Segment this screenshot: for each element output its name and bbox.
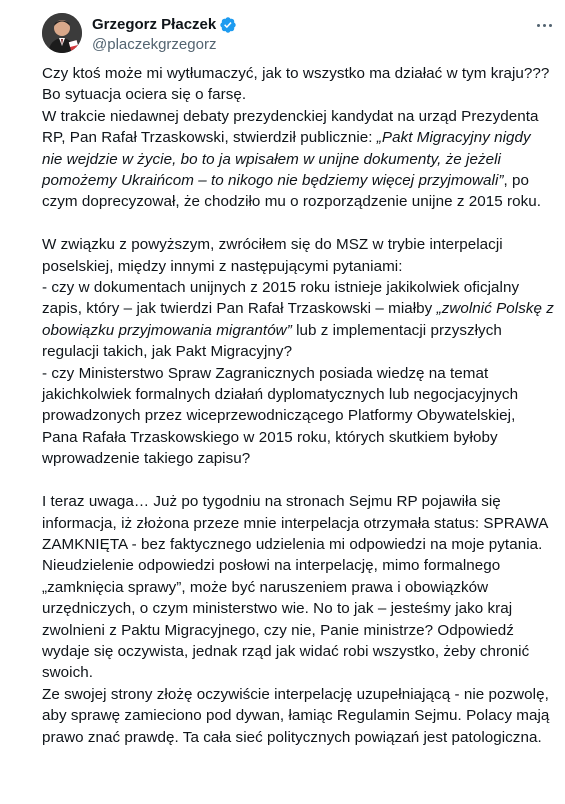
more-options-button[interactable] [532,15,556,35]
tweet-paragraph [42,684,554,748]
tweet-paragraph [42,277,554,363]
tweet-line: Ze swojej strony złożę oczywiście interpelację uzupełniającą - nie pozwolę, aby sprawę zamieciono pod dywan, łamiąc Regulamin Sejmu. Polacy mają prawo znać prawdę. Ta cała sieć politycznych powiązań jest patologiczna. [42,685,550,746]
tweet-paragraph [42,63,554,106]
tweet-line: I teraz uwaga… Już po tygodniu na stronach Sejmu RP pojawiła się informacja, iż złożona przeze mnie interpelacja otrzymała status: SPRAWA ZAMKNIĘTA - bez faktycznego udzielenia mi odpowiedzi na moje pytania. Nieudzielenie odpowiedzi posłowi na interpelację, mimo formalnego „zamknięcia sprawy”, może być naruszeniem prawa i obowiązków urzędniczych, o czym ministerstwo wie. No to jak – jesteśmy jako kraj zwolnieni z Paktu Migracyjnego, czy nie, Panie ministrze? Odpowiedź wydaje się oczywista, jednak rząd jak widać robi wszystko, żeby chronić swoich. [42,493,548,682]
more-dot [543,24,546,27]
more-horizontal-icon [537,24,540,27]
tweet-paragraph [42,363,554,470]
tweet-paragraph [42,234,554,277]
tweet-paragraph [42,491,554,684]
paragraph-gap [42,213,554,234]
tweet-line: - czy w dokumentach unijnych z 2015 roku istnieje jakikolwiek oficjalny zapis, który – jak twierdzi Pan Rafał Trzaskowski – miałby [42,279,520,318]
avatar[interactable] [42,13,82,53]
tweet-line: W trakcie niedawnej debaty prezydenckiej kandydat na urząd Prezydenta RP, Pan Rafał Trzaskowski, stwierdził publicznie: [42,107,539,147]
tweet-line: lub z implementacji przyszłych regulacji takich, jak Pakt Migracyjny? [42,321,502,361]
author-name-row [92,15,237,35]
paragraph-gap [42,470,554,491]
tweet-quote: „zwolnić Polskę z obowiązku przyjmowania migrantów” [42,300,554,339]
verified-badge-icon [219,16,237,34]
tweet-text [42,63,554,748]
author-display-name[interactable]: Grzegorz Płaczek [92,16,217,33]
tweet-line: , po czym doprecyzował, że chodziło mu o rozporządzenie unijne z 2015 roku. [42,172,542,211]
tweet-paragraph [42,106,554,213]
tweet-quote: „Pakt Migracyjny nigdy nie wejdzie w życie, bo to ja wpisałem w unijne dokumenty, że jeżeli pomożemy Ukraińcom – to nikogo nie będziemy więcej przyjmowali” [42,129,531,190]
tweet-line: Czy ktoś może mi wytłumaczyć, jak to wszystko ma działać w tym kraju??? Bo sytuacja ociera się o farsę. [42,65,550,104]
tweet-header [92,15,237,55]
tweet-line: W związku z powyższym, zwróciłem się do MSZ w trybie interpelacji poselskiej, między innymi z następującymi pytaniami: [42,236,503,275]
more-dot [549,24,552,27]
author-handle[interactable]: @placzekgrzegorz [92,36,217,53]
tweet-line: - czy Ministerstwo Spraw Zagranicznych posiada wiedzę na temat jakichkolwiek formalnych działań dyplomatycznych lub negocjacyjnych prowadzonych przez wiceprzewodniczącego Platformy Obywatelskiej, Pana Rafała Trzaskowskiego w 2015 roku, których skutkiem byłoby wprowadzenie takiego zapisu? [42,364,519,468]
avatar-photo [42,13,82,53]
